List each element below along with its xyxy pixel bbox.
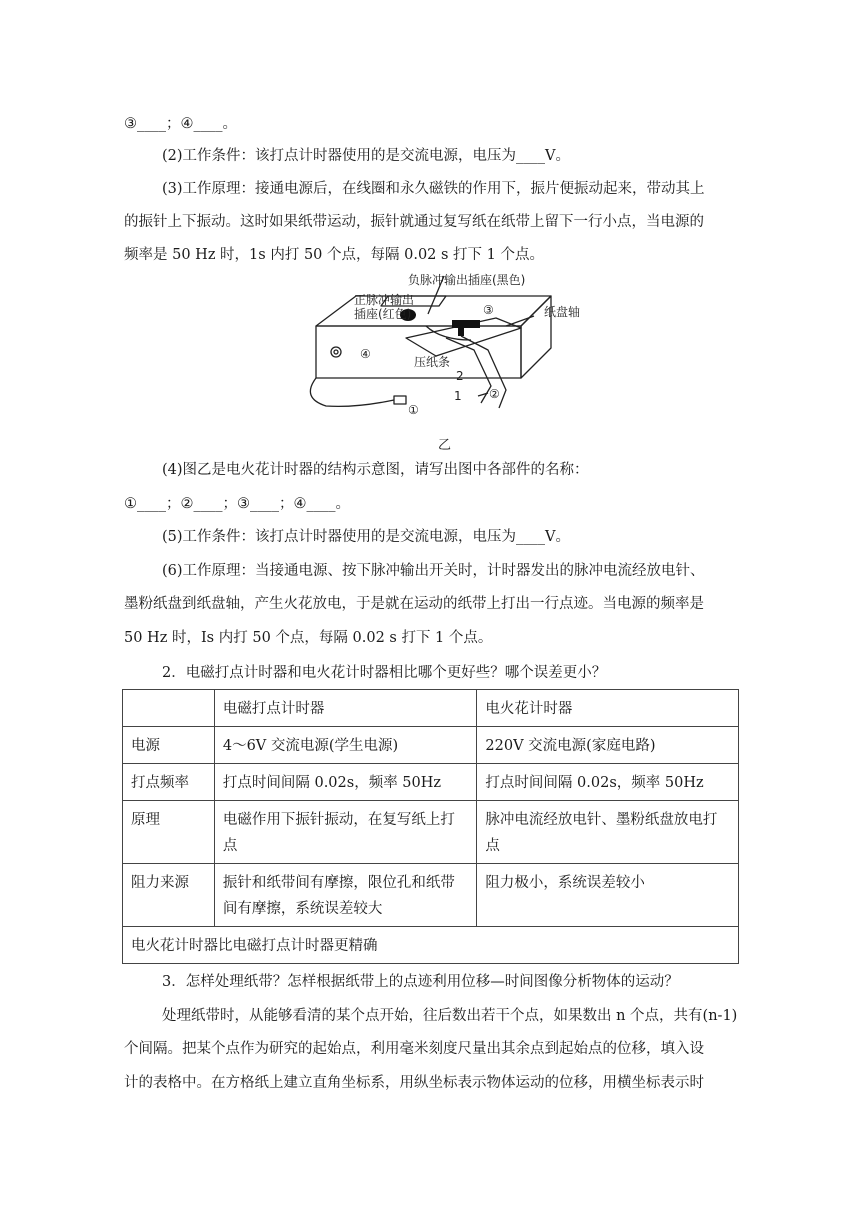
text-line: 3．怎样处理纸带？怎样根据纸带上的点迹利用位移—时间图像分析物体的运动？ [162, 974, 679, 990]
text-line: 个间隔。把某个点作为研究的起始点，利用毫米刻度尺量出其余点到起始点的位移，填入设 [124, 1041, 704, 1057]
text-line: (2)工作条件：该打点计时器使用的是交流电源，电压为____V。 [162, 148, 571, 164]
marker-2: ② [489, 387, 500, 401]
table-row [123, 864, 739, 927]
table-cell [123, 690, 215, 727]
text-line: (4)图乙是电火花计时器的结构示意图，请写出图中各部件的名称： [162, 462, 589, 478]
table-cell: 4～6V 交流电源(学生电源) [214, 727, 477, 764]
text-line: 墨粉纸盘到纸盘轴，产生火花放电，于是就在运动的纸带上打出一行点迹。当电源的频率是 [124, 596, 704, 612]
label-positive-socket-1: 正脉冲输出 [354, 293, 415, 307]
table-cell: 220V 交流电源(家庭电路) [477, 727, 739, 764]
table-cell: 电磁作用下振针振动，在复写纸上打点 [214, 801, 477, 864]
text-line: 计的表格中。在方格纸上建立直角坐标系，用纵坐标表示物体运动的位移，用横坐标表示时 [124, 1075, 704, 1091]
text-line: (3)工作原理：接通电源后，在线圈和永久磁铁的作用下，振片便振动起来，带动其上 [162, 181, 705, 197]
text-line: 频率是 50 Hz 时，1s 内打 50 个点，每隔 0.02 s 打下 1 个点。 [124, 247, 545, 263]
paper-tape-digit-2: 2 [456, 369, 464, 383]
table-cell: 电磁打点计时器 [214, 690, 477, 727]
text-line: 50 Hz 时，Is 内打 50 个点，每隔 0.02 s 打下 1 个点。 [124, 630, 493, 646]
label-positive-socket-2: 插座(红色) [354, 307, 412, 321]
table-cell: 阻力来源 [123, 864, 215, 927]
text-line: 2．电磁打点计时器和电火花计时器相比哪个更好些？哪个误差更小？ [162, 665, 607, 681]
text-line: ①____；②____；③____；④____。 [124, 496, 350, 512]
table-row [123, 801, 739, 864]
table-cell: 振针和纸带间有摩擦，限位孔和纸带间有摩擦，系统误差较大 [214, 864, 477, 927]
label-press-strip: 压纸条 [414, 355, 451, 369]
figure-caption: 乙 [438, 438, 452, 453]
spark-timer-diagram [296, 268, 596, 458]
table-cell: 阻力极小，系统误差较小 [477, 864, 739, 927]
text-line: 处理纸带时，从能够看清的某个点开始，往后数出若干个点，如果数出 n 个点，共有(n-1) [162, 1008, 738, 1024]
marker-1: ① [408, 403, 419, 417]
paper-tape-digit-1: 1 [454, 389, 462, 403]
table-cell: 原理 [123, 801, 215, 864]
table-cell: 打点时间间隔 0.02s，频率 50Hz [214, 764, 477, 801]
label-paper-disc-axis: 纸盘轴 [544, 305, 581, 319]
text-line: (5)工作条件：该打点计时器使用的是交流电源，电压为____V。 [162, 529, 571, 545]
table-cell: 打点频率 [123, 764, 215, 801]
marker-4: ④ [360, 347, 371, 361]
label-negative-socket: 负脉冲输出插座(黑色) [408, 273, 526, 287]
table-header-row [123, 690, 739, 727]
table-row [123, 727, 739, 764]
table-row [123, 764, 739, 801]
text-line: 的振针上下振动。这时如果纸带运动，振针就通过复写纸在纸带上留下一行小点，当电源的 [124, 214, 704, 230]
comparison-table [122, 689, 739, 964]
table-conclusion-cell: 电火花计时器比电磁打点计时器更精确 [123, 927, 739, 964]
table-conclusion-row [123, 927, 739, 964]
text-line: (6)工作原理：当接通电源、按下脉冲输出开关时，计时器发出的脉冲电流经放电针、 [162, 563, 705, 579]
marker-3: ③ [483, 303, 494, 317]
text-line: ③____；④____。 [124, 116, 237, 132]
table-cell: 电源 [123, 727, 215, 764]
table-cell: 脉冲电流经放电针、墨粉纸盘放电打点 [477, 801, 739, 864]
table-cell: 打点时间间隔 0.02s，频率 50Hz [477, 764, 739, 801]
table-cell: 电火花计时器 [477, 690, 739, 727]
